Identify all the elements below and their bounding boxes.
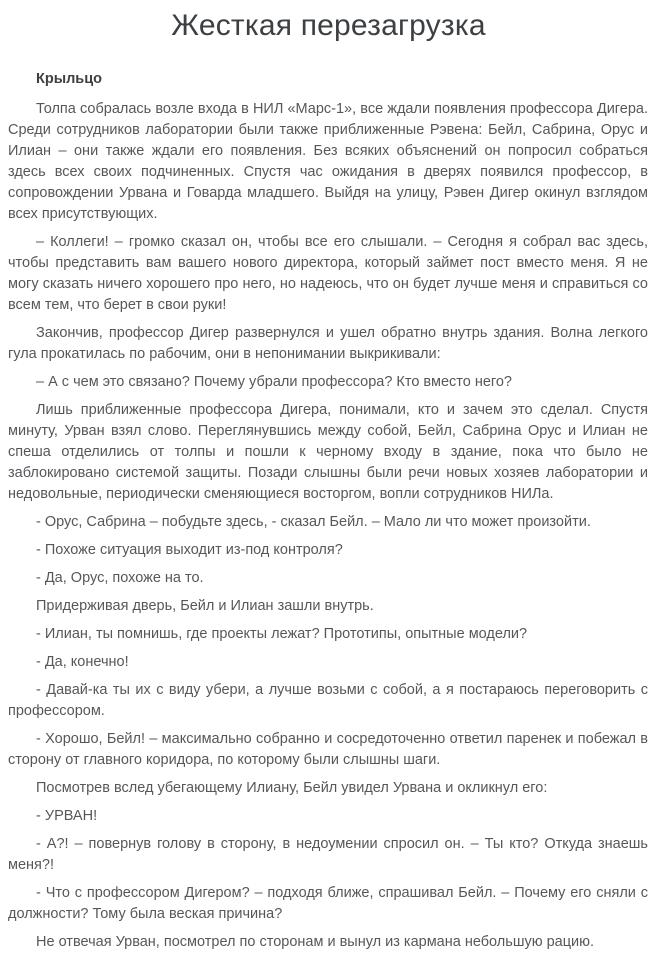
page-title: Жесткая перезагрузка [171,9,486,42]
paragraph: Посмотрев вслед убегающему Илиану, Бейл увидел Урвана и окликнул его: [36,780,548,796]
paragraph: – Коллеги! – громко сказал он, чтобы все его слышали. – Сегодня я собрал вас здесь, чтобы представить вам вашего нового директора, который займет пост вместо меня. Я не могу сказать ничего хорошего про него, но надеюсь, что он будет лучше меня и справиться со всем тем, что берет в свои руки! [8,234,648,313]
story-body [0,99,657,953]
paragraph: - Орус, Сабрина – побудьте здесь, - сказал Бейл. – Мало ли что может произойти. [36,514,591,530]
paragraph: Закончив, профессор Дигер развернулся и ушел обратно внутрь здания. Волна легкого гула прокатилась по рабочим, они в непонимании выкрикивали: [8,325,648,362]
paragraph: - Да, конечно! [36,654,129,670]
paragraph: - Что с профессором Дигером? – подходя ближе, спрашивал Бейл. – Почему его сняли с должности? Тому была веская причина? [8,885,648,922]
paragraph: - Хорошо, Бейл! – максимально собранно и сосредоточенно ответил паренек и побежал в сторону от главного коридора, по которому были слышны шаги. [8,731,648,768]
paragraph: - Похоже ситуация выходит из-под контроля? [36,542,343,558]
paragraph: Не отвечая Урван, посмотрел по сторонам и вынул из кармана небольшую рацию. [36,934,595,950]
paragraph: - А?! – повернув голову в сторону, в недоумении спросил он. – Ты кто? Откуда знаешь меня?! [8,836,648,873]
paragraph: Толпа собралась возле входа в НИЛ «Марс-1», все ждали появления профессора Дигера. Среди сотрудников лаборатории были также приближенные Рэвена: Бейл, Сабрина, Орус и Илиан – они также ждали его появления. Без всяких объяснений он попросил собраться здесь всех своих подчиненных. Спустя час ожидания в дверях появился профессор, в сопровождении Урвана и Говарда младшего. Выйдя на улицу, Рэвен Дигер окинул взглядом всех присутствующих. [8,101,648,222]
paragraph: Лишь приближенные профессора Дигера, понимали, кто и зачем это сделал. Спустя минуту, Урван взял слово. Переглянувшись между собой, Бейл, Сабрина Орус и Илиан не спеша отделились от толпы и пошли к черному входу в здание, пока что было не заблокировано системой защиты. Позади слышны были речи новых хозяев лаборатории и недовольные, периодически сменяющиеся восторгом, вопли сотрудников НИЛа. [8,402,648,502]
paragraph: – А с чем это связано? Почему убрали профессора? Кто вместо него? [36,374,512,390]
paragraph: - Да, Орус, похоже на то. [36,570,204,586]
paragraph: - Давай-ка ты их с виду убери, а лучше возьми с собой, а я постараюсь переговорить с профессором. [8,682,648,719]
paragraph: Придерживая дверь, Бейл и Илиан зашли внутрь. [36,598,374,614]
paragraph: - Илиан, ты помнишь, где проекты лежат? Прототипы, опытные модели? [36,626,528,642]
chapter-heading: Крыльцо [36,71,102,87]
paragraph: - УРВАН! [36,808,98,824]
